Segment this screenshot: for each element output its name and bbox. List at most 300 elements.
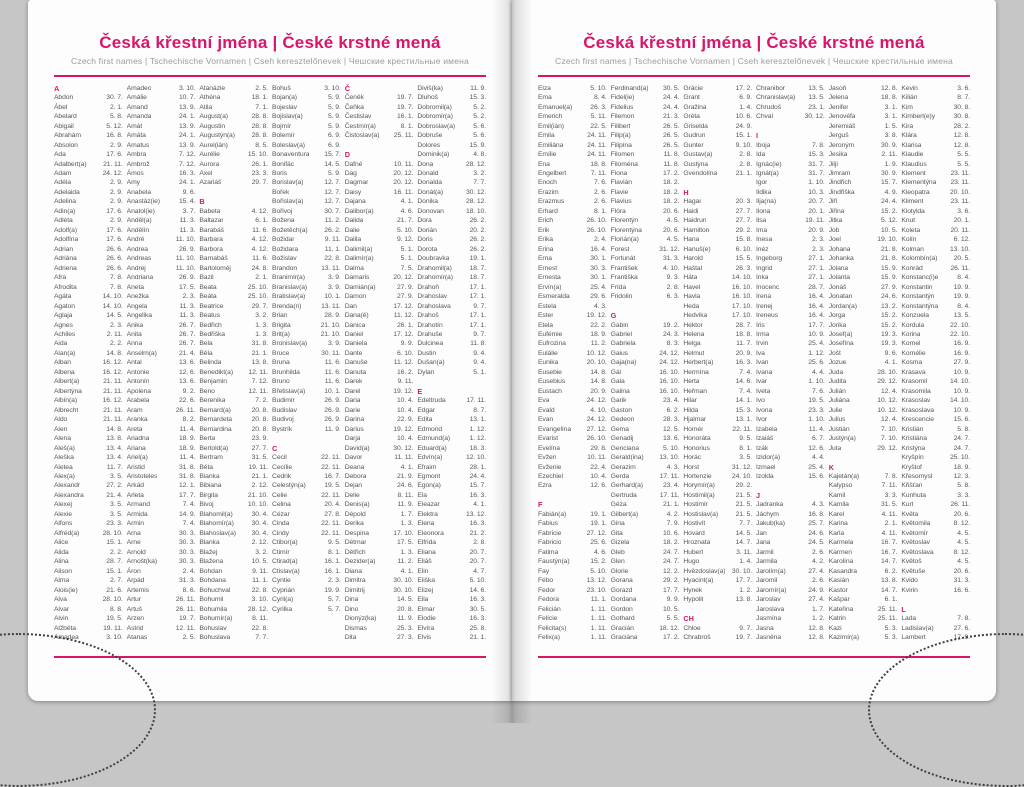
name-day-row — [611, 292, 680, 301]
name-day-date: 22. 11. — [321, 463, 341, 471]
name-day-row — [127, 321, 196, 330]
name-day-row — [345, 330, 414, 339]
given-name: Ferdinand(a) — [610, 84, 649, 92]
given-name: Jiřina — [828, 207, 845, 215]
name-day-date: 8. 12. — [953, 548, 971, 556]
given-name: Justýn(a) — [828, 435, 856, 443]
name-day-date: 22. 11. — [321, 529, 341, 537]
name-day-row — [199, 624, 268, 633]
name-day-row — [345, 472, 414, 481]
name-day-date: 3. 10. — [106, 633, 123, 641]
name-day-date: 16. 8. — [106, 132, 123, 140]
name-day-row — [683, 235, 752, 244]
given-name: Fedor — [538, 586, 556, 594]
name-day-date: 7. 4. — [739, 387, 753, 395]
name-day-row — [417, 235, 486, 244]
name-day-row — [199, 519, 268, 528]
name-day-date: 15. 2. — [880, 312, 898, 320]
name-day-row — [611, 396, 680, 405]
name-day-date: 11. 9. — [324, 425, 341, 433]
given-name: Darie — [344, 406, 361, 414]
names-column — [756, 84, 825, 644]
name-day-date: 4. 5. — [666, 217, 680, 225]
name-day-row — [829, 245, 898, 254]
given-name: Détmar — [344, 539, 367, 547]
name-day-row — [199, 491, 268, 500]
name-day-row — [127, 425, 196, 434]
given-name: Jorga — [828, 312, 846, 320]
given-name: Dorián — [417, 226, 437, 234]
given-name: Lada — [901, 615, 917, 623]
name-day-date: 26. 11. — [950, 501, 971, 509]
given-name: Efraim — [417, 463, 437, 471]
given-name: Karina — [828, 520, 848, 528]
name-day-date: 30. 5. — [469, 605, 487, 613]
name-day-row — [272, 339, 341, 348]
names-column — [683, 84, 752, 644]
name-day-date: 6. 2. — [884, 567, 898, 575]
name-day-date: 12. 8. — [808, 624, 825, 632]
given-name: Jan — [756, 529, 767, 537]
given-name: Kasandra — [828, 567, 857, 575]
name-day-date: 2. 1. — [255, 274, 269, 282]
name-day-date: 9. 7. — [473, 330, 487, 338]
name-day-row — [345, 273, 414, 282]
name-day-date: 11. 12. — [393, 312, 414, 320]
given-name: Delie — [344, 491, 360, 499]
name-day-row — [611, 264, 680, 273]
name-day-row — [417, 264, 486, 273]
given-name: Estela — [538, 302, 557, 310]
name-day-date: 22. 8. — [251, 586, 269, 594]
name-day-date: 25. 4. — [590, 283, 607, 291]
name-day-date: 24. 12. — [586, 397, 607, 405]
given-name: Agáta — [54, 293, 72, 301]
given-name: Helga — [683, 340, 701, 348]
name-day-date: 20. 9. — [808, 226, 825, 234]
given-name: Herta — [683, 378, 700, 386]
name-day-row — [538, 425, 607, 434]
name-day-row — [54, 576, 123, 585]
given-name: Iboja — [756, 141, 771, 149]
given-name: Gertruda — [610, 491, 637, 499]
name-day-date: 5. 9. — [327, 94, 341, 102]
name-day-row — [199, 605, 268, 614]
name-day-row — [199, 235, 268, 244]
name-day-row — [756, 226, 825, 235]
given-name: Dobromil(a) — [417, 103, 452, 111]
given-name: Alois(ie) — [54, 586, 78, 594]
name-day-row — [272, 197, 341, 206]
name-day-date: 2. 9. — [109, 188, 123, 196]
given-name: Bernardeta — [199, 416, 232, 424]
name-day-row — [538, 481, 607, 490]
name-day-row — [345, 538, 414, 547]
name-day-date: 4. 9. — [884, 188, 898, 196]
given-name: Irma — [756, 330, 770, 338]
given-name: Alen — [54, 425, 68, 433]
name-day-date: 19. 12. — [393, 387, 414, 395]
name-day-row — [127, 633, 196, 642]
name-day-date: 5. 8. — [109, 113, 123, 121]
given-name: Gabriela — [610, 340, 636, 348]
name-day-row — [538, 122, 607, 131]
name-day-row — [127, 84, 196, 93]
name-day-row — [345, 245, 414, 254]
name-day-date: 27. 9. — [953, 359, 971, 367]
name-day-row — [683, 330, 752, 339]
given-name: Dalie — [344, 226, 360, 234]
name-day-date: 11. 3. — [179, 312, 196, 320]
name-day-row — [538, 387, 607, 396]
name-day-date: 5. 8. — [957, 425, 971, 433]
name-day-date: 13. 5. — [808, 94, 825, 102]
name-day-row — [829, 548, 898, 557]
given-name: Albert(a) — [54, 378, 80, 386]
given-name: Jarmil — [756, 548, 774, 556]
given-name: Amát — [126, 122, 143, 130]
given-name: Jaroslava — [756, 605, 785, 613]
name-day-date: 19. 7. — [178, 615, 196, 623]
given-name: Kosma — [901, 359, 923, 367]
name-day-date: 7. 6. — [593, 179, 607, 187]
name-day-row — [683, 103, 752, 112]
given-name: Ilja(na) — [756, 198, 776, 206]
name-day-date: 18. 9. — [178, 444, 196, 452]
name-day-row — [272, 548, 341, 557]
name-day-date: 2. 6. — [593, 198, 607, 206]
given-name: Herbert(a) — [683, 359, 714, 367]
name-day-row — [538, 160, 607, 169]
given-name: Ivana — [756, 368, 773, 376]
name-day-date: 28. 12. — [465, 198, 487, 206]
name-day-row — [901, 548, 970, 557]
given-name: Ignác(ie) — [756, 160, 782, 168]
given-name: Fatima — [538, 548, 559, 556]
name-day-row — [538, 444, 607, 453]
name-day-row — [199, 339, 268, 348]
given-name: Alena — [54, 435, 71, 443]
name-day-date: 5. 1. — [400, 255, 414, 263]
given-name: Alvar — [54, 605, 69, 613]
name-day-row — [417, 358, 486, 367]
name-day-date: 27. 7. — [735, 207, 753, 215]
given-name: Benedikt(a) — [199, 368, 234, 376]
name-day-date: 17. 12. — [393, 302, 414, 310]
name-day-date: 9. 6. — [884, 349, 898, 357]
name-day-row — [199, 415, 268, 424]
name-day-row — [756, 396, 825, 405]
name-day-date: 11. 2. — [397, 558, 414, 566]
name-day-row — [54, 510, 123, 519]
name-day-row — [538, 207, 607, 216]
given-name: Dalibor(a) — [344, 207, 374, 215]
name-day-row — [127, 500, 196, 509]
name-day-date: 19. 7. — [396, 94, 414, 102]
name-day-date: 4. 3. — [666, 463, 680, 471]
letter-heading: J — [756, 490, 761, 500]
name-day-date: 26. 9. — [178, 274, 196, 282]
given-name: Fridolin — [610, 293, 633, 301]
given-name: Filomen — [610, 151, 635, 159]
given-name: Gina — [610, 520, 625, 528]
name-day-row — [538, 605, 607, 614]
name-day-date: 13. 5. — [808, 84, 825, 92]
given-name: Dimitra — [344, 577, 366, 585]
name-day-date: 8. 7. — [473, 406, 487, 414]
given-name: Kim — [901, 103, 913, 111]
name-day-date: 17. 2. — [662, 633, 680, 641]
name-day-row — [54, 444, 123, 453]
name-day-row — [756, 235, 825, 244]
name-day-date: 24. 10. — [731, 473, 753, 481]
name-day-date: 18. 7. — [469, 274, 487, 282]
given-name: Beata — [199, 283, 217, 291]
given-name: Bohuslava — [199, 633, 231, 641]
given-name: Izák — [756, 444, 769, 452]
spacer-row — [611, 302, 680, 311]
name-day-row — [127, 406, 196, 415]
name-day-date: 11. 6. — [324, 359, 341, 367]
name-day-row — [901, 131, 970, 140]
name-day-date: 18. 9. — [178, 435, 196, 443]
given-name: Aneta — [126, 283, 144, 291]
name-day-date: 2. 12. — [251, 539, 269, 547]
name-day-row — [683, 557, 752, 566]
given-name: Čestislav — [344, 113, 372, 121]
name-day-date: 31. 8. — [251, 340, 269, 348]
given-name: Kolín — [901, 236, 917, 244]
name-day-date: 11. 2. — [324, 217, 341, 225]
spacer-row — [756, 122, 825, 131]
given-name: Eufémie — [538, 330, 563, 338]
name-day-row — [611, 387, 680, 396]
given-name: Iris — [756, 321, 765, 329]
name-day-date: 31. 3. — [662, 255, 680, 263]
name-day-row — [756, 576, 825, 585]
name-day-row — [345, 264, 414, 273]
name-day-row — [829, 425, 898, 434]
name-day-date: 10. 7. — [178, 94, 196, 102]
name-day-row — [199, 434, 268, 443]
name-day-row — [683, 207, 752, 216]
given-name: Kvido — [901, 577, 918, 585]
given-name: Bazil — [199, 274, 214, 282]
name-day-row — [538, 349, 607, 358]
spacer-row — [683, 178, 752, 187]
spacer-row — [345, 141, 414, 150]
given-name: Judita — [828, 378, 847, 386]
name-day-row — [127, 463, 196, 472]
name-day-date: 10. 4. — [396, 397, 414, 405]
name-day-row — [272, 169, 341, 178]
letter-heading: E — [417, 386, 423, 396]
name-day-row — [127, 548, 196, 557]
name-day-date: 3. 3. — [957, 491, 971, 499]
name-day-row — [538, 377, 607, 386]
name-day-date: 8. 1. — [327, 548, 341, 556]
given-name: Klaudie — [901, 151, 924, 159]
name-day-row — [683, 444, 752, 453]
name-day-row — [127, 112, 196, 121]
name-day-row — [538, 576, 607, 585]
name-day-date: 16. 3. — [469, 596, 487, 604]
name-day-row — [611, 349, 680, 358]
given-name: Gaius — [610, 349, 628, 357]
name-day-row — [683, 141, 752, 150]
given-name: Dobroslav(a) — [417, 122, 456, 130]
given-name: Juta — [828, 444, 842, 452]
name-day-date: 4. 1. — [400, 463, 414, 471]
name-day-date: 2. 9. — [109, 217, 123, 225]
name-day-date: 1. 3. — [255, 330, 269, 338]
given-name: Edvín(a) — [417, 454, 443, 462]
name-day-row — [127, 235, 196, 244]
name-day-row — [345, 425, 414, 434]
name-day-row — [417, 150, 486, 159]
given-name: Atanázie — [199, 84, 225, 92]
name-day-date: 17. 11. — [659, 491, 680, 499]
name-day-row — [683, 226, 752, 235]
name-day-row — [901, 207, 970, 216]
given-name: Běta — [199, 463, 213, 471]
name-day-row — [417, 245, 486, 254]
name-day-date: 20. 12. — [393, 274, 414, 282]
name-day-row — [901, 283, 970, 292]
given-name: Klára — [901, 132, 917, 140]
name-day-date: 19. 3. — [880, 340, 898, 348]
name-day-date: 15. 9. — [880, 264, 898, 272]
name-day-row — [54, 500, 123, 509]
given-name: Boris — [272, 170, 288, 178]
name-day-row — [54, 557, 123, 566]
name-day-row — [345, 633, 414, 642]
name-day-row — [54, 519, 123, 528]
name-day-date: 25. 3. — [396, 624, 414, 632]
given-name: Heřman — [683, 387, 707, 395]
given-name: Elza — [538, 84, 551, 92]
name-day-date: 31. 8. — [178, 463, 196, 471]
letter-heading: A — [54, 83, 60, 93]
name-day-date: 5. 10. — [590, 567, 607, 575]
name-day-row — [54, 330, 123, 339]
name-day-date: 25. 10. — [247, 283, 269, 291]
name-day-date: 20. 6. — [953, 510, 971, 518]
given-name: Květomír — [901, 529, 928, 537]
name-day-row — [272, 122, 341, 131]
given-name: Bedřich — [199, 321, 222, 329]
name-day-row — [199, 160, 268, 169]
given-name: Elektra — [417, 510, 438, 518]
given-name: Gordana — [610, 596, 637, 604]
name-day-date: 14. 10. — [949, 378, 971, 386]
name-day-row — [756, 633, 825, 642]
name-day-row — [683, 197, 752, 206]
name-day-date: 4. 12. — [251, 236, 269, 244]
name-day-date: 16. 1. — [324, 567, 341, 575]
name-day-date: 16. 10. — [659, 387, 680, 395]
name-day-row — [611, 529, 680, 538]
given-name: Esmeralda — [538, 293, 570, 301]
name-day-row — [683, 292, 752, 301]
name-day-date: 15. 1. — [106, 539, 123, 547]
name-day-date: 18. 9. — [590, 330, 607, 338]
given-name: Adolfína — [54, 236, 79, 244]
name-day-row — [272, 538, 341, 547]
given-name: Hanuš(e) — [683, 245, 711, 253]
name-day-date: 23. 4. — [662, 397, 680, 405]
given-name: Jasna — [756, 624, 774, 632]
given-name: Hostimil(a) — [683, 491, 715, 499]
given-name: Ada — [54, 151, 66, 159]
name-day-date: 28. 8. — [251, 113, 269, 121]
name-day-date: 24. 6. — [396, 482, 414, 490]
name-day-date: 2. 2. — [109, 340, 123, 348]
name-day-date: 27. 1. — [808, 264, 825, 272]
name-day-row — [345, 595, 414, 604]
spacer-row — [272, 434, 341, 443]
name-day-date: 25. 4. — [808, 463, 825, 471]
name-day-row — [199, 254, 268, 263]
name-day-row — [683, 387, 752, 396]
name-day-row — [345, 188, 414, 197]
given-name: Ctibor(a) — [272, 539, 298, 547]
given-name: Emiliána — [538, 141, 564, 149]
name-day-row — [538, 510, 607, 519]
name-day-row — [901, 425, 970, 434]
name-day-row — [611, 273, 680, 282]
name-day-row — [199, 614, 268, 623]
given-name: Johana — [828, 245, 851, 253]
name-day-row — [829, 273, 898, 282]
name-day-row — [538, 283, 607, 292]
name-day-row — [756, 406, 825, 415]
name-day-row — [829, 283, 898, 292]
name-day-row — [417, 576, 486, 585]
name-day-row — [54, 595, 123, 604]
name-day-row — [272, 84, 341, 93]
name-day-date: 8. 4. — [593, 94, 607, 102]
given-name: Kunhuta — [901, 491, 926, 499]
given-name: Darina — [344, 416, 365, 424]
given-name: Andriana — [126, 274, 154, 282]
name-day-date: 30. 5. — [662, 84, 680, 92]
given-name: Květoslav — [901, 539, 930, 547]
given-name: Bohumír(a) — [199, 615, 233, 623]
name-day-date: 11. 9. — [397, 615, 414, 623]
name-day-date: 8. 1. — [739, 444, 753, 452]
name-day-date: 5. 9. — [327, 103, 341, 111]
name-day-row — [54, 377, 123, 386]
name-day-date: 25. 10. — [247, 293, 269, 301]
name-day-date: 15. 3. — [808, 151, 825, 159]
name-day-row — [199, 131, 268, 140]
name-day-row — [756, 415, 825, 424]
name-day-date: 8. 4. — [957, 302, 971, 310]
name-day-row — [538, 614, 607, 623]
name-day-row — [538, 273, 607, 282]
name-day-row — [901, 358, 970, 367]
name-day-row — [683, 434, 752, 443]
name-day-row — [272, 264, 341, 273]
given-name: Bibiana — [199, 482, 222, 490]
name-day-date: 19. 10. — [877, 236, 898, 244]
given-name: Daniel — [344, 330, 364, 338]
given-name: Konstantýna — [901, 302, 939, 310]
name-day-row — [417, 321, 486, 330]
name-day-date: 20. 9. — [590, 387, 607, 395]
given-name: Kurt — [901, 501, 914, 509]
